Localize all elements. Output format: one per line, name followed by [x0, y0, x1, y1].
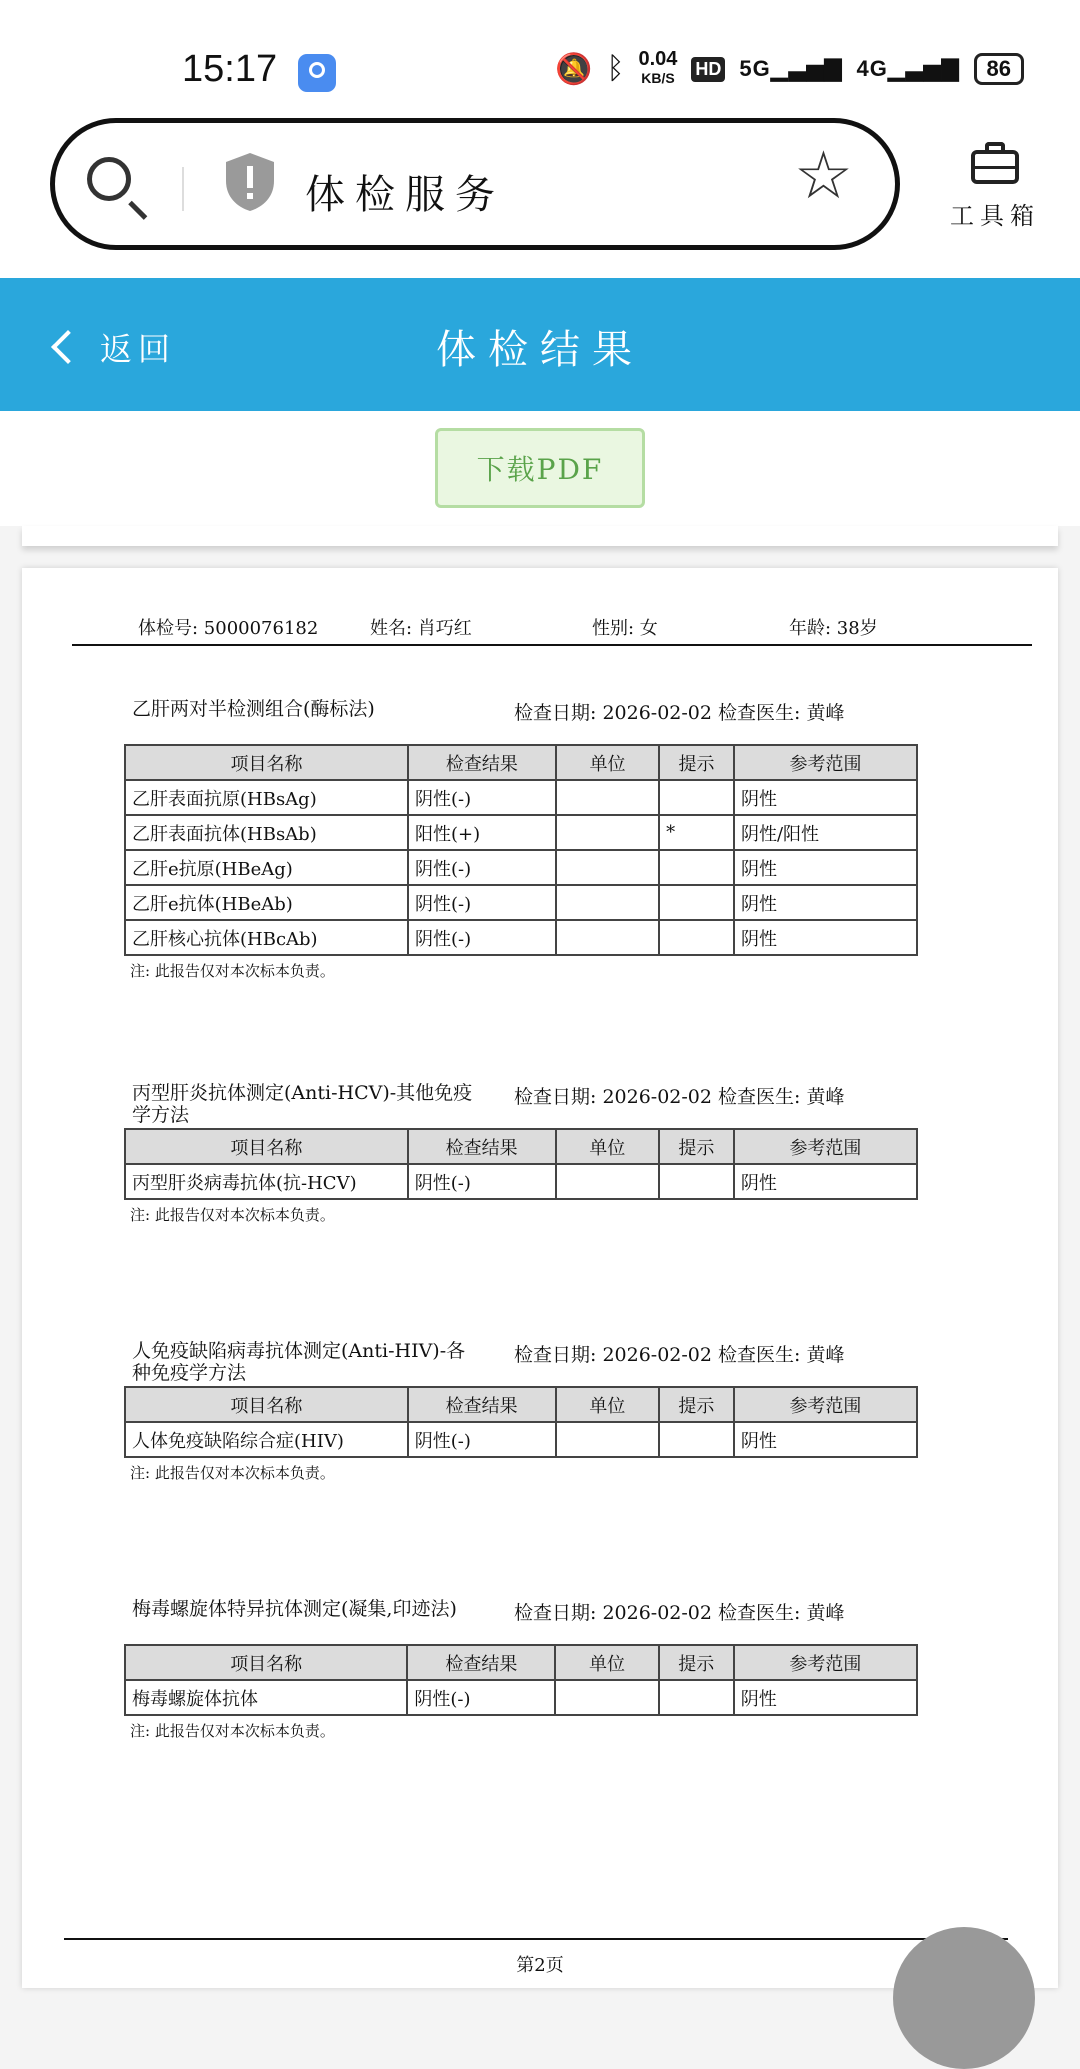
cell-name: 人体免疫缺陷综合症(HIV) [125, 1422, 408, 1457]
cell-unit [556, 850, 659, 885]
column-header: 参考范围 [734, 1129, 917, 1164]
results-table [124, 1128, 918, 1200]
section-header [124, 1598, 944, 1644]
column-header: 项目名称 [125, 745, 408, 780]
cell-unit [556, 920, 659, 955]
exam-section [124, 1598, 944, 1741]
cell-name: 乙肝核心抗体(HBcAb) [125, 920, 408, 955]
toolbox-button[interactable] [945, 140, 1045, 231]
cell-name: 梅毒螺旋体抗体 [125, 1680, 407, 1715]
cell-ref: 阴性 [734, 920, 917, 955]
patient-age: 年龄: 38岁 [789, 618, 878, 639]
status-bar [0, 0, 1080, 110]
scroll-top-button[interactable] [893, 1927, 1035, 2069]
cell-result: 阴性(-) [408, 1422, 556, 1457]
cell-ref: 阴性 [734, 1164, 917, 1199]
column-header: 参考范围 [734, 745, 917, 780]
table-header-row [125, 1645, 917, 1680]
cell-hint [659, 885, 734, 920]
cell-hint [659, 850, 734, 885]
results-table [124, 744, 918, 956]
cell-result: 阴性(-) [408, 885, 556, 920]
cell-unit [555, 1680, 658, 1715]
cell-unit [556, 885, 659, 920]
cell-hint [659, 1164, 734, 1199]
cell-hint: * [659, 815, 734, 850]
table-row [125, 1164, 917, 1199]
shield-icon [223, 151, 277, 213]
column-header: 提示 [659, 1645, 734, 1680]
section-note: 注: 此报告仅对本次标本负责。 [130, 962, 335, 980]
column-header: 检查结果 [407, 1645, 555, 1680]
column-header: 检查结果 [408, 1387, 556, 1422]
cell-unit [556, 780, 659, 815]
table-row [125, 780, 917, 815]
exam-number: 体检号: 5000076182 [138, 618, 319, 639]
page-title: 体检结果 [436, 327, 644, 373]
table-row [125, 920, 917, 955]
star-icon[interactable]: ☆ [793, 137, 853, 214]
cell-ref: 阴性 [734, 1680, 917, 1715]
exam-section [124, 698, 944, 981]
signal-4g-icon: 4G▁▃▅▇ [856, 56, 960, 81]
column-header: 提示 [659, 1129, 734, 1164]
cell-result: 阴性(-) [408, 850, 556, 885]
download-area [0, 411, 1080, 526]
exam-section [124, 1340, 944, 1483]
report-page[interactable] [22, 568, 1058, 1988]
cell-hint [659, 780, 734, 815]
toolbox-icon [971, 150, 1019, 184]
column-header: 单位 [556, 745, 659, 780]
page-number: 第2页 [516, 1955, 564, 1976]
cell-name: 乙肝表面抗体(HBsAb) [125, 815, 408, 850]
cell-unit [556, 815, 659, 850]
column-header: 提示 [659, 1387, 734, 1422]
battery-icon: 86 [974, 53, 1024, 85]
signal-5g-icon: 5G▁▃▅▇ [739, 56, 843, 81]
section-title: 乙肝两对半检测组合(酶标法) [132, 698, 375, 720]
column-header: 参考范围 [734, 1387, 917, 1422]
footer-divider [64, 1938, 1008, 1940]
column-header: 检查结果 [408, 745, 556, 780]
table-row [125, 1680, 917, 1715]
back-label: 返回 [100, 330, 177, 368]
results-table [124, 1644, 918, 1716]
network-speed: 0.04 KB/S [638, 48, 678, 86]
table-header-row [125, 1387, 917, 1422]
column-header: 项目名称 [125, 1129, 408, 1164]
section-title: 人免疫缺陷病毒抗体测定(Anti-HIV)-各种免疫学方法 [132, 1340, 466, 1384]
results-table [124, 1386, 918, 1458]
section-header [124, 1082, 944, 1128]
cell-hint [659, 920, 734, 955]
status-icons [555, 50, 1024, 88]
cell-ref: 阴性 [734, 885, 917, 920]
bluetooth-icon: ᛒ [606, 52, 625, 85]
app-top-bar [0, 110, 1080, 278]
table-row [125, 885, 917, 920]
section-title: 丙型肝炎抗体测定(Anti-HCV)-其他免疫学方法 [132, 1082, 473, 1126]
section-title: 梅毒螺旋体特异抗体测定(凝集,印迹法) [132, 1598, 457, 1620]
previous-page-edge [22, 526, 1058, 546]
patient-info [72, 614, 1032, 646]
cell-result: 阴性(-) [408, 780, 556, 815]
table-row [125, 850, 917, 885]
table-header-row [125, 1129, 917, 1164]
cell-name: 乙肝e抗原(HBeAg) [125, 850, 408, 885]
address-title: 体检服务 [305, 172, 505, 218]
cell-result: 阴性(-) [408, 1164, 556, 1199]
column-header: 项目名称 [125, 1645, 407, 1680]
mute-icon: 🔕 [555, 52, 593, 86]
cell-ref: 阴性/阳性 [734, 815, 917, 850]
cell-ref: 阴性 [734, 850, 917, 885]
section-date-doctor: 检查日期: 2026-02-02 检查医生: 黄峰 [514, 702, 845, 724]
cell-hint [659, 1422, 734, 1457]
column-header: 提示 [659, 745, 734, 780]
app-notification-icon [298, 54, 336, 92]
section-header [124, 1340, 944, 1386]
column-header: 项目名称 [125, 1387, 408, 1422]
table-row [125, 1422, 917, 1457]
patient-name: 姓名: 肖巧红 [370, 618, 472, 639]
hd-icon: HD [691, 57, 725, 82]
cell-name: 丙型肝炎病毒抗体(抗-HCV) [125, 1164, 408, 1199]
section-header [124, 698, 944, 744]
section-note: 注: 此报告仅对本次标本负责。 [130, 1206, 335, 1224]
cell-result: 阴性(-) [408, 920, 556, 955]
section-note: 注: 此报告仅对本次标本负责。 [130, 1464, 335, 1482]
cell-ref: 阴性 [734, 780, 917, 815]
column-header: 单位 [555, 1645, 658, 1680]
clock: 15:17 [182, 48, 278, 90]
section-note: 注: 此报告仅对本次标本负责。 [130, 1722, 335, 1740]
section-date-doctor: 检查日期: 2026-02-02 检查医生: 黄峰 [514, 1086, 845, 1108]
table-header-row [125, 745, 917, 780]
column-header: 检查结果 [408, 1129, 556, 1164]
cell-result: 阴性(-) [407, 1680, 555, 1715]
exam-section [124, 1082, 944, 1225]
cell-name: 乙肝表面抗原(HBsAg) [125, 780, 408, 815]
search-icon[interactable] [87, 157, 131, 201]
column-header: 单位 [556, 1129, 659, 1164]
column-header: 单位 [556, 1387, 659, 1422]
cell-hint [659, 1680, 734, 1715]
section-date-doctor: 检查日期: 2026-02-02 检查医生: 黄峰 [514, 1602, 845, 1624]
patient-gender: 性别: 女 [592, 618, 658, 639]
cell-unit [556, 1164, 659, 1199]
nav-header [0, 278, 1080, 411]
address-bar[interactable] [50, 118, 900, 250]
cell-name: 乙肝e抗体(HBeAb) [125, 885, 408, 920]
section-date-doctor: 检查日期: 2026-02-02 检查医生: 黄峰 [514, 1344, 845, 1366]
download-pdf-button[interactable]: 下载PDF [435, 428, 645, 508]
divider [182, 167, 184, 211]
column-header: 参考范围 [734, 1645, 917, 1680]
table-row [125, 815, 917, 850]
cell-ref: 阴性 [734, 1422, 917, 1457]
toolbox-label: 工具箱 [950, 202, 1040, 230]
cell-unit [556, 1422, 659, 1457]
cell-result: 阳性(+) [408, 815, 556, 850]
